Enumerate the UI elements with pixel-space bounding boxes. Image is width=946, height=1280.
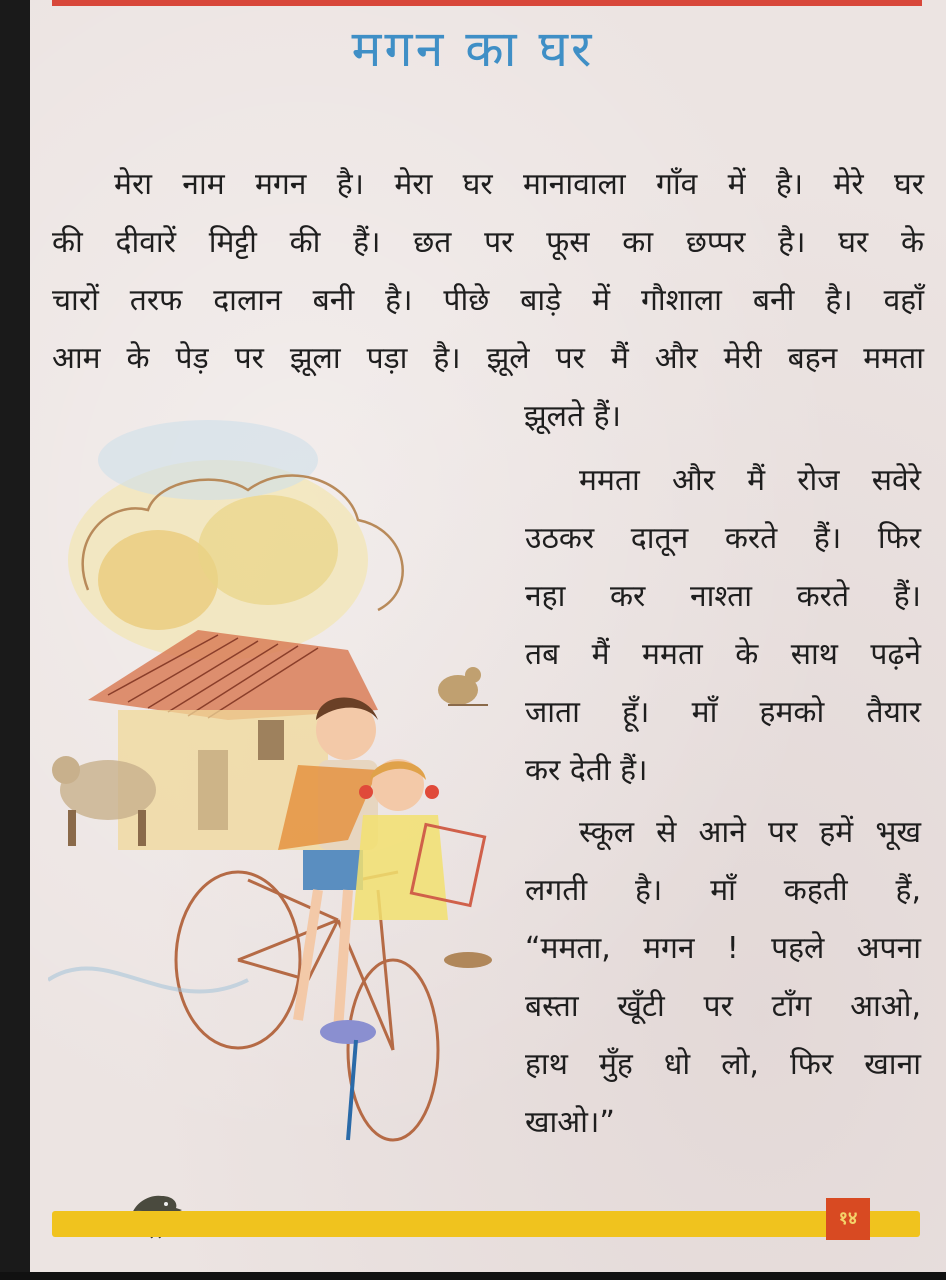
girl — [353, 759, 492, 968]
cow — [52, 756, 156, 846]
tree-canopy — [68, 420, 403, 660]
boy-and-girl-on-bicycle-illustration — [48, 420, 518, 1160]
paragraph-3-line: हाथ मुँह धो लो, फिर खाना — [525, 1047, 921, 1082]
page-number-badge: १४ — [826, 1198, 870, 1240]
bottom-yellow-band — [52, 1211, 920, 1237]
paragraph-1-line: झूलते हैं। — [524, 399, 621, 434]
page-bottom-edge — [0, 1272, 946, 1280]
top-red-rule — [52, 0, 922, 6]
paragraph-3-line: बस्ता खूँटी पर टाँग आओ, — [525, 989, 921, 1024]
paragraph-3-line: लगती है। माँ कहती हैं, — [525, 873, 921, 908]
paragraph-2-line: उठकर दातून करते हैं। फिर — [525, 521, 921, 556]
paragraph-1 — [52, 156, 924, 446]
paragraph-1-line: मेरा नाम मगन है। मेरा घर मानावाला गाँव में है। मेरे घर — [114, 167, 924, 202]
paragraph-1-line: की दीवारें मिट्टी की हैं। छत पर फूस का छप्पर है। घर के — [52, 225, 924, 260]
paragraph-2-line: नहा कर नाश्ता करते हैं। — [525, 579, 921, 614]
paragraph-1-line: चारों तरफ दालान बनी है। पीछे बाड़े में गौशाला बनी है। वहाँ — [52, 283, 924, 318]
paragraph-2-line: ममता और मैं रोज सवेरे — [579, 463, 921, 498]
lesson-title: मगन का घर — [351, 20, 595, 78]
paragraph-3 — [525, 804, 921, 1152]
paragraph-2 — [525, 452, 921, 800]
paragraph-3-line: खाओ।” — [525, 1105, 615, 1140]
hen — [438, 667, 488, 705]
paragraph-3-line: “ममता, मगन ! पहले अपना — [525, 931, 921, 966]
paragraph-2-line: जाता हूँ। माँ हमको तैयार — [525, 695, 921, 730]
paragraph-1-line: आम के पेड़ पर झूला पड़ा है। झूले पर मैं और मेरी बहन ममता — [52, 341, 924, 376]
paragraph-2-line: कर देती हैं। — [525, 753, 648, 788]
paragraph-3-line: स्कूल से आने पर हमें भूख — [579, 815, 921, 850]
paragraph-2-line: तब मैं ममता के साथ पढ़ने — [525, 637, 921, 672]
